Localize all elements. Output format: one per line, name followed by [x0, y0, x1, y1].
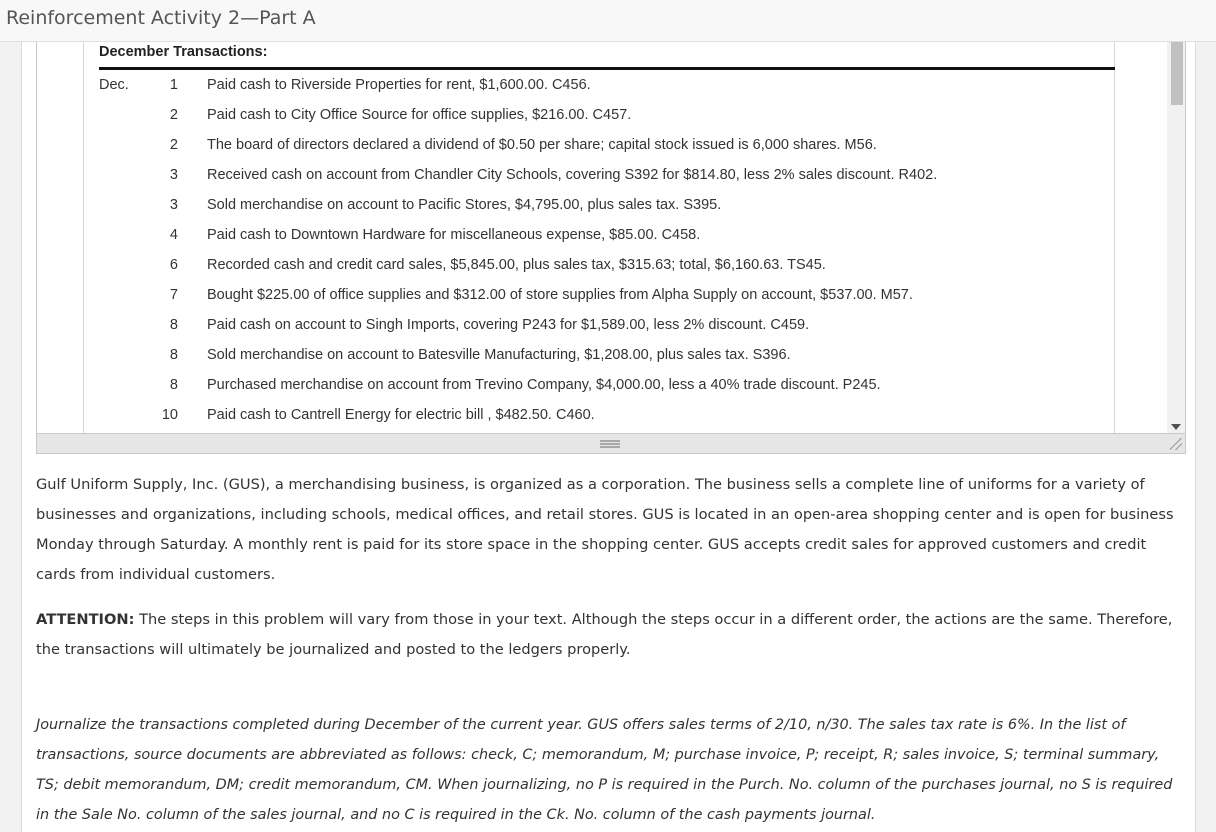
- table-row: [84, 70, 1114, 100]
- resize-corner-icon[interactable]: [1170, 438, 1182, 450]
- attention-text: The steps in this problem will vary from those in your text. Although the steps occur in a different order, the actions are the same. Therefore, the transactions will ultimately be journalized and posted to the ledgers properly.: [36, 611, 1173, 658]
- table-row: [84, 250, 1114, 280]
- table-row: [84, 400, 1114, 430]
- table-row: [84, 310, 1114, 340]
- day-cell: 3: [169, 167, 178, 183]
- description-cell: Paid cash to Cantrell Energy for electric bill , $482.50. C460.: [207, 407, 595, 423]
- scroll-down-arrow-icon[interactable]: [1171, 424, 1181, 430]
- title-bar: [0, 0, 1216, 42]
- day-cell: 8: [169, 317, 178, 333]
- table-row: [84, 220, 1114, 250]
- attention-label: ATTENTION:: [36, 611, 135, 628]
- description-cell: Sold merchandise on account to Batesville Manufacturing, $1,208.00, plus sales tax. S396.: [207, 347, 791, 363]
- day-cell: 8: [169, 377, 178, 393]
- day-cell: 4: [169, 227, 178, 243]
- description-cell: Sold merchandise on account to Pacific Stores, $4,795.00, plus sales tax. S395.: [207, 197, 722, 213]
- table-row: [84, 100, 1114, 130]
- month-cell: Dec.: [99, 77, 129, 93]
- intro-paragraph: Gulf Uniform Supply, Inc. (GUS), a merchandising business, is organized as a corporation. The business sells a complete line of uniforms for a variety of businesses and organizations, including schools, medical offices, and retail stores. GUS is located in an open-area shopping center and is open for business Monday through Saturday. A monthly rent is paid for its store space in the shopping center. GUS accepts credit sales for approved customers and credit cards from individual customers.: [36, 476, 1174, 583]
- description-cell: Bought $225.00 of office supplies and $312.00 of store supplies from Alpha Supply on account, $537.00. M57.: [207, 287, 913, 303]
- table-row: [84, 280, 1114, 310]
- drag-grip-icon[interactable]: [600, 440, 620, 448]
- description-cell: Purchased merchandise on account from Trevino Company, $4,000.00, less a 40% trade discount. P245.: [207, 377, 881, 393]
- description-cell: Paid cash to Riverside Properties for rent, $1,600.00. C456.: [207, 77, 591, 93]
- transactions-heading: December Transactions:: [99, 44, 268, 60]
- table-row: [84, 340, 1114, 370]
- day-cell: 8: [169, 347, 178, 363]
- content-panel: [21, 42, 1196, 832]
- description-cell: Paid cash to Downtown Hardware for miscellaneous expense, $85.00. C458.: [207, 227, 701, 243]
- table-row: [84, 160, 1114, 190]
- day-cell: 3: [169, 197, 178, 213]
- day-cell: 10: [161, 407, 178, 423]
- description-cell: Paid cash on account to Singh Imports, covering P243 for $1,589.00, less 2% discount. C459.: [207, 317, 810, 333]
- table-row: [84, 130, 1114, 160]
- instructions-paragraph: Journalize the transactions completed during December of the current year. GUS offers sales terms of 2/10, n/30. The sales tax rate is 6%. In the list of transactions, source documents are abbreviated as follows: check, C; memorandum, M; purchase invoice, P; receipt, R; sales invoice, S; terminal summary, TS; debit memorandum, DM; credit memorandum, CM. When journalizing, no P is required in the Purch. No. column of the purchases journal, no S is required in the Sale No. column of the sales journal, and no C is required in the Ck. No. column of the cash payments journal.: [36, 717, 1173, 823]
- day-cell: 2: [169, 137, 178, 153]
- resize-handle-bar[interactable]: [37, 433, 1185, 453]
- scrollbar-thumb[interactable]: [1171, 42, 1183, 105]
- table-row: [84, 370, 1114, 400]
- window-title: Reinforcement Activity 2—Part A: [6, 7, 316, 29]
- vertical-scrollbar[interactable]: [1167, 42, 1185, 434]
- day-cell: 6: [169, 257, 178, 273]
- day-cell: 1: [169, 77, 178, 93]
- transaction-rows: [84, 70, 1114, 430]
- attention-paragraph: [36, 605, 1181, 665]
- description-cell: The board of directors declared a dividend of $0.50 per share; capital stock issued is 6,000 shares. M56.: [207, 137, 877, 153]
- day-cell: 7: [169, 287, 178, 303]
- description-cell: Recorded cash and credit card sales, $5,845.00, plus sales tax, $315.63; total, $6,160.63. TS45.: [207, 257, 826, 273]
- description-cell: Paid cash to City Office Source for office supplies, $216.00. C457.: [207, 107, 632, 123]
- transactions-scroll-frame[interactable]: [36, 42, 1186, 454]
- transactions-table: [83, 42, 1115, 434]
- description-cell: Received cash on account from Chandler City Schools, covering S392 for $814.80, less 2% sales discount. R402.: [207, 167, 938, 183]
- table-row: [84, 190, 1114, 220]
- day-cell: 2: [169, 107, 178, 123]
